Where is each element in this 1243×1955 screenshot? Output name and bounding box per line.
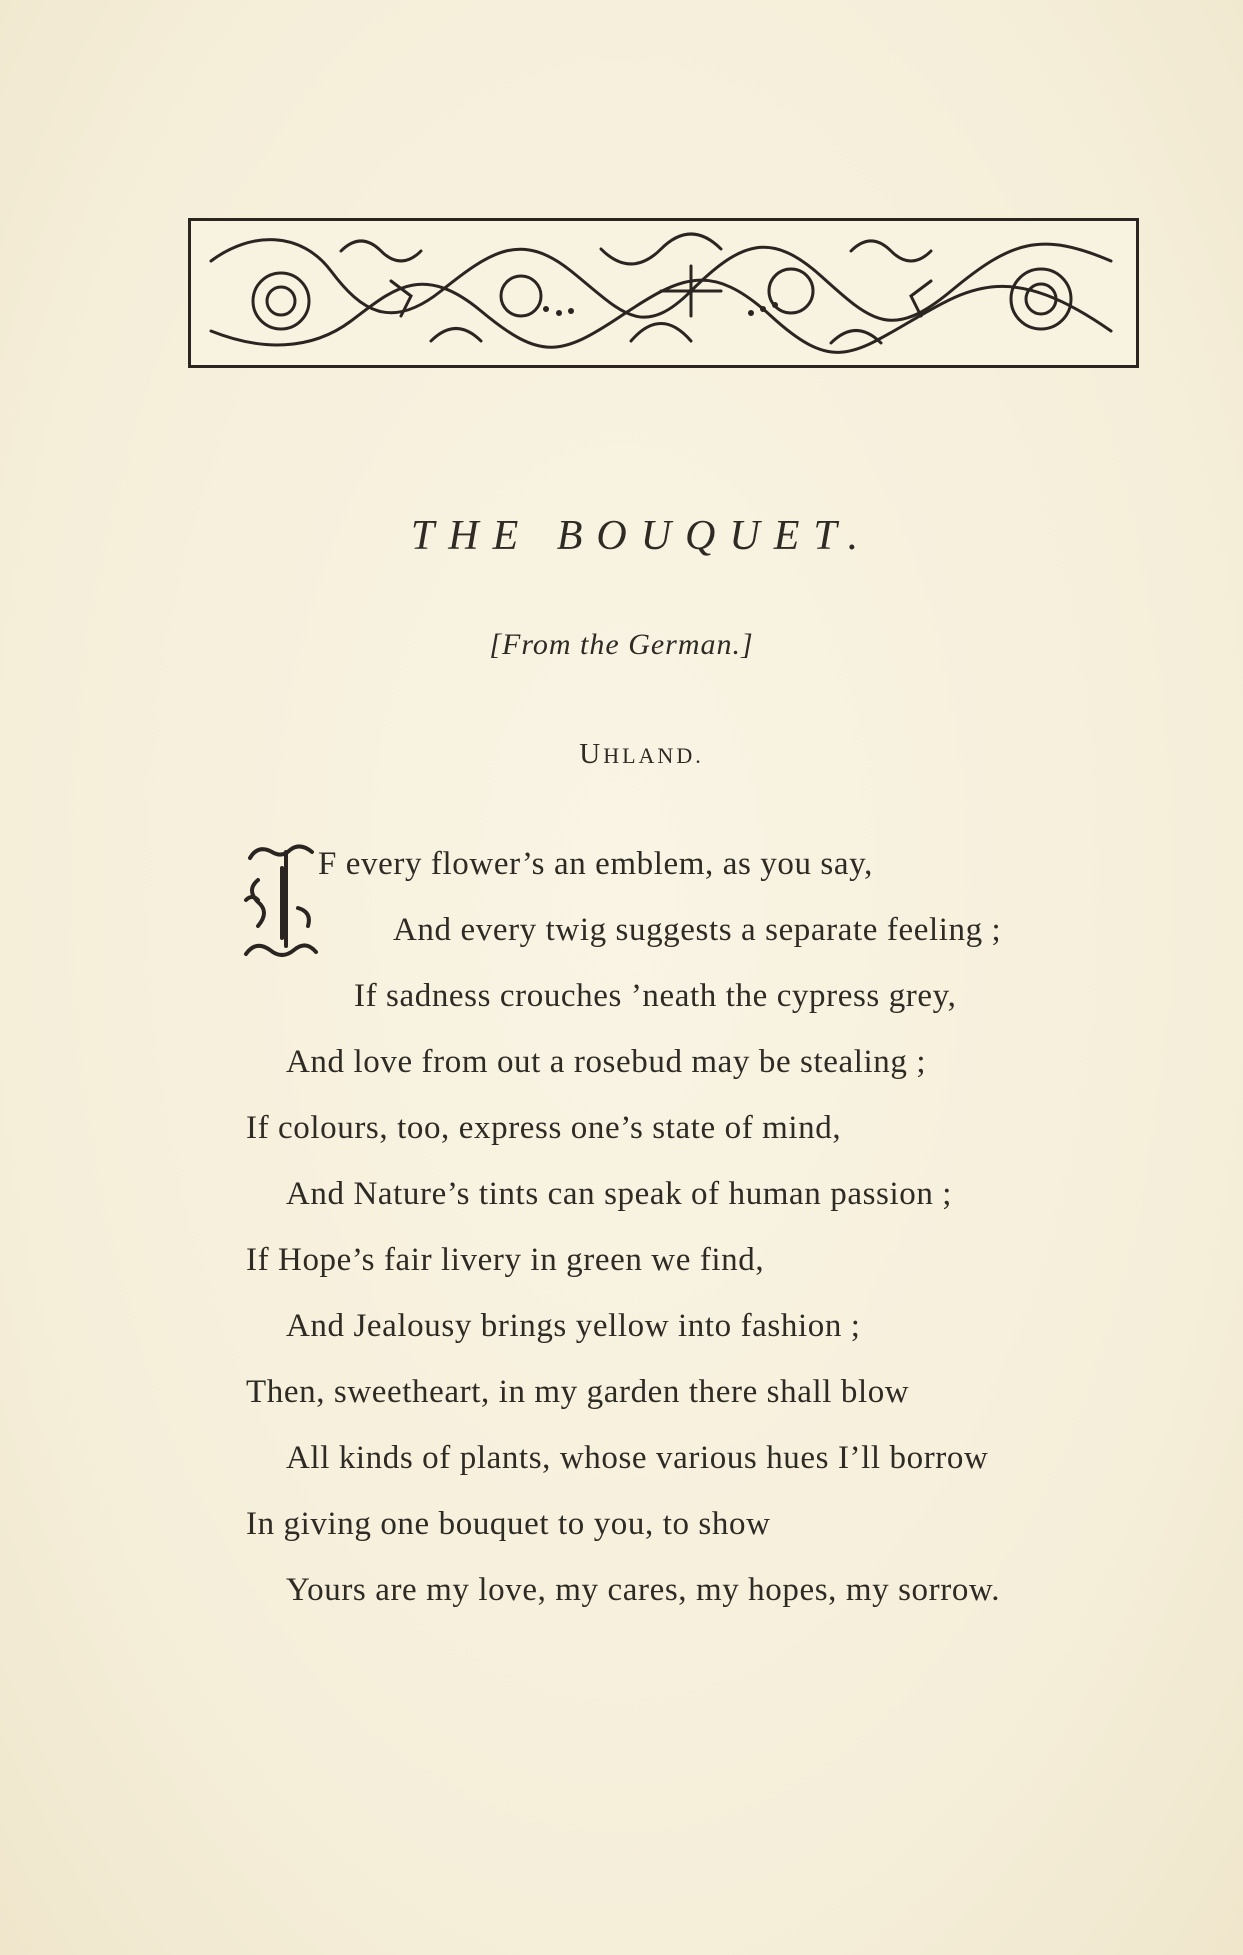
decorative-dropcap-icon [238, 838, 320, 968]
poem-line-11: In giving one bouquet to you, to show [246, 1506, 771, 1542]
author-rest: HLAND. [603, 743, 704, 768]
poem-line-4: And love from out a rosebud may be stealing ; [286, 1044, 927, 1080]
poem-line-9: Then, sweetheart, in my garden there shall blow [246, 1374, 910, 1410]
poem-line-8: And Jealousy brings yellow into fashion ; [286, 1308, 861, 1344]
poem-line-1: F every flower’s an emblem, as you say, [318, 846, 873, 882]
poem-line-5: If colours, too, express one’s state of mind, [246, 1110, 842, 1146]
poem-line-10: All kinds of plants, whose various hues I’ll borrow [286, 1440, 989, 1476]
poem-line-6: And Nature’s tints can speak of human passion ; [286, 1176, 953, 1212]
poem-author [0, 738, 1243, 771]
poem-title: THE BOUQUET. [410, 513, 873, 559]
poem-line-7: If Hope’s fair livery in green we find, [246, 1242, 765, 1278]
vine-ornament-icon [191, 221, 1136, 365]
ornamental-headpiece [188, 218, 1139, 368]
poem-source: [From the German.] [489, 628, 754, 661]
dropcap-i-icon [238, 838, 320, 968]
poem-line-2: And every twig suggests a separate feeling ; [393, 912, 1002, 948]
poem-line-3: If sadness crouches ’neath the cypress grey, [354, 978, 957, 1014]
poem-line-12: Yours are my love, my cares, my hopes, my sorrow. [286, 1572, 1001, 1608]
author-initial: U [579, 738, 604, 770]
